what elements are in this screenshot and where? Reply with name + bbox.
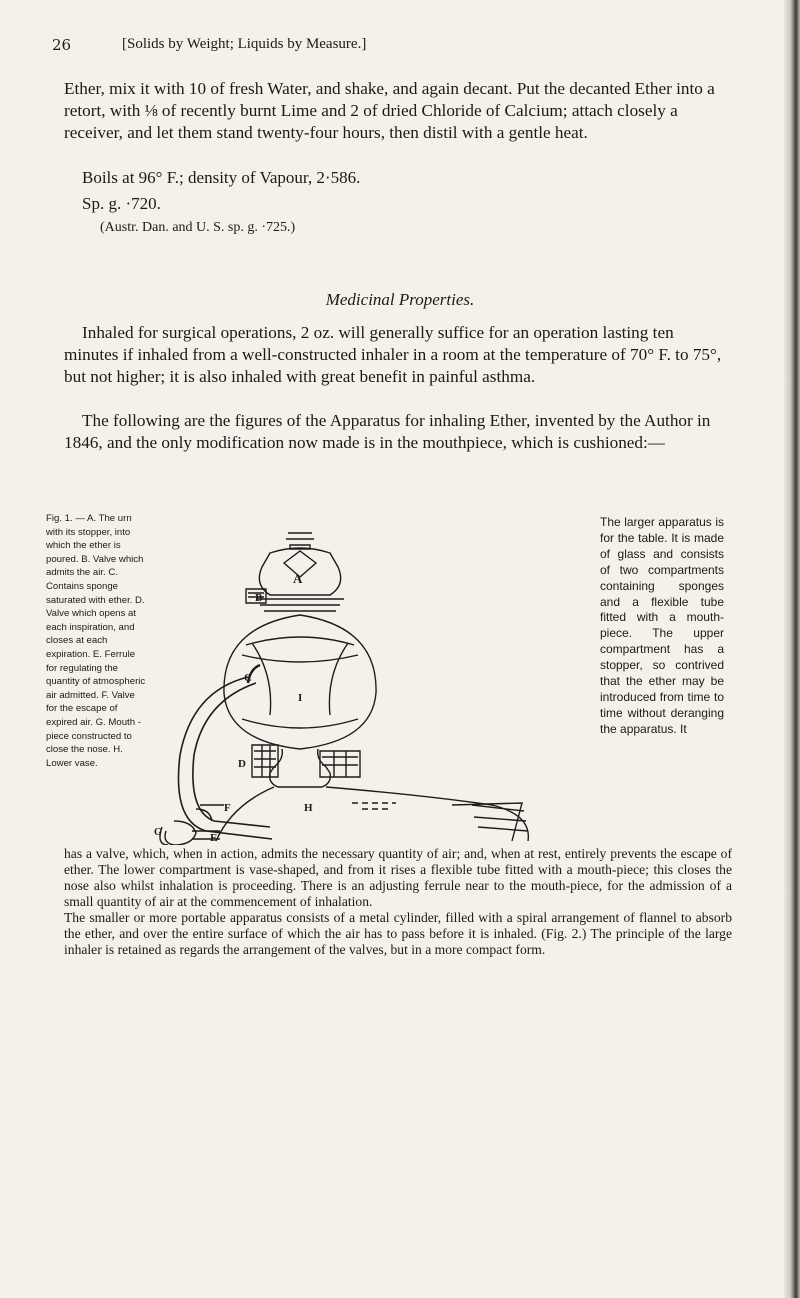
specific-gravity-line: Sp. g. ·720.	[82, 194, 161, 213]
austrian-note-line: (Austr. Dan. and U. S. sp. g. ·725.)	[100, 220, 296, 235]
inhaled-paragraph: Inhaled for surgical operations, 2 oz. will generally suffice for an operation lasting ten minutes if inhaled from a well-constructed inhaler in a room at the temperature of 70° F. to 75°, but not higher; it is also inhaled with great benefit in painful asthma.	[64, 323, 722, 386]
label-i: I	[298, 692, 303, 704]
label-h: H	[304, 802, 313, 814]
neck	[270, 749, 331, 787]
vase-shading	[452, 803, 528, 841]
dashed-lines	[352, 803, 396, 809]
section-heading: Medicinal Properties.	[325, 290, 475, 309]
valve-paragraph: has a valve, which, when in action, admits the necessary quantity of air; and, when at rest, entirely prevents the escape of ether. The lower compartment is vase-shaped, and from it rises a flexible tube fitted with a mouth-piece; this closes the nose also whilst inhalation is proceeding. There is an adjusting ferrule near to the mouth-piece, for the admission of a small quantity of air at the commencement of inhalation.	[64, 846, 732, 909]
mouthpiece	[160, 821, 196, 845]
label-c: C	[244, 672, 252, 684]
figure-right-caption: The larger apparatus is for the table. It is made of glass and consists of two compartments containing sponges and a flexible tube fitted with a mouth-piece. The upper compartment has a stopper, so contrived that the ether may be introduced from time to time without deranging the apparatus. It	[600, 515, 724, 736]
label-e: E	[210, 832, 218, 844]
label-a: A	[293, 571, 303, 586]
label-g: G	[154, 827, 162, 838]
chamber-lines	[242, 637, 358, 728]
valve-d	[252, 745, 278, 777]
lower-text-block	[64, 846, 732, 958]
page-edge-shadow	[784, 0, 800, 1298]
ether-paragraph: Ether, mix it with 10 of fresh Water, and shake, and again decant. Put the decanted Ether into a retort, with ⅛ of recently burnt Lime and 2 of dried Chloride of Calcium; attach closely a receiver, and let them stand twenty-four hours, then distil with a gentle heat.	[64, 79, 715, 142]
valve-e-housing	[320, 751, 360, 777]
running-title: [Solids by Weight; Liquids by Measure.]	[122, 36, 367, 52]
smaller-apparatus-paragraph: The smaller or more portable apparatus consists of a metal cylinder, filled with a spiral arrangement of flannel to absorb the ether, and over the entire surface of which the air has to pass before it is inhaled. (Fig. 2.) The principle of the large inhaler is retained as regards the arrangement of the valves, but in a more compact form.	[64, 910, 732, 957]
label-b: B	[255, 592, 263, 604]
figure-left-caption: Fig. 1. — A. The urn with its stopper, into which the ether is poured. B. Valve which admits the air. C. Contains sponge saturated with ether. D. Valve which opens at each inspiration, and closes at each expiration. E. Ferrule for regulating the quantity of atmospheric air admitted. F. Valve for the escape of expired air. G. Mouth - piece constructed to close the nose. H. Lower vase.	[46, 513, 146, 769]
urn-bands	[256, 599, 344, 611]
page-number: 26	[52, 36, 72, 54]
label-f: F	[224, 802, 231, 814]
lower-vase	[216, 787, 528, 841]
apparatus-paragraph: The following are the figures of the Apparatus for inhaling Ether, invented by the Author in 1846, and the only modification now made is in the mouthpiece, which is cushioned:—	[64, 411, 711, 452]
urn-stopper	[286, 533, 314, 549]
boiling-point-line: Boils at 96° F.; density of Vapour, 2·586.	[82, 168, 361, 187]
label-d: D	[238, 758, 246, 770]
ether-inhaler-illustration	[152, 505, 596, 845]
